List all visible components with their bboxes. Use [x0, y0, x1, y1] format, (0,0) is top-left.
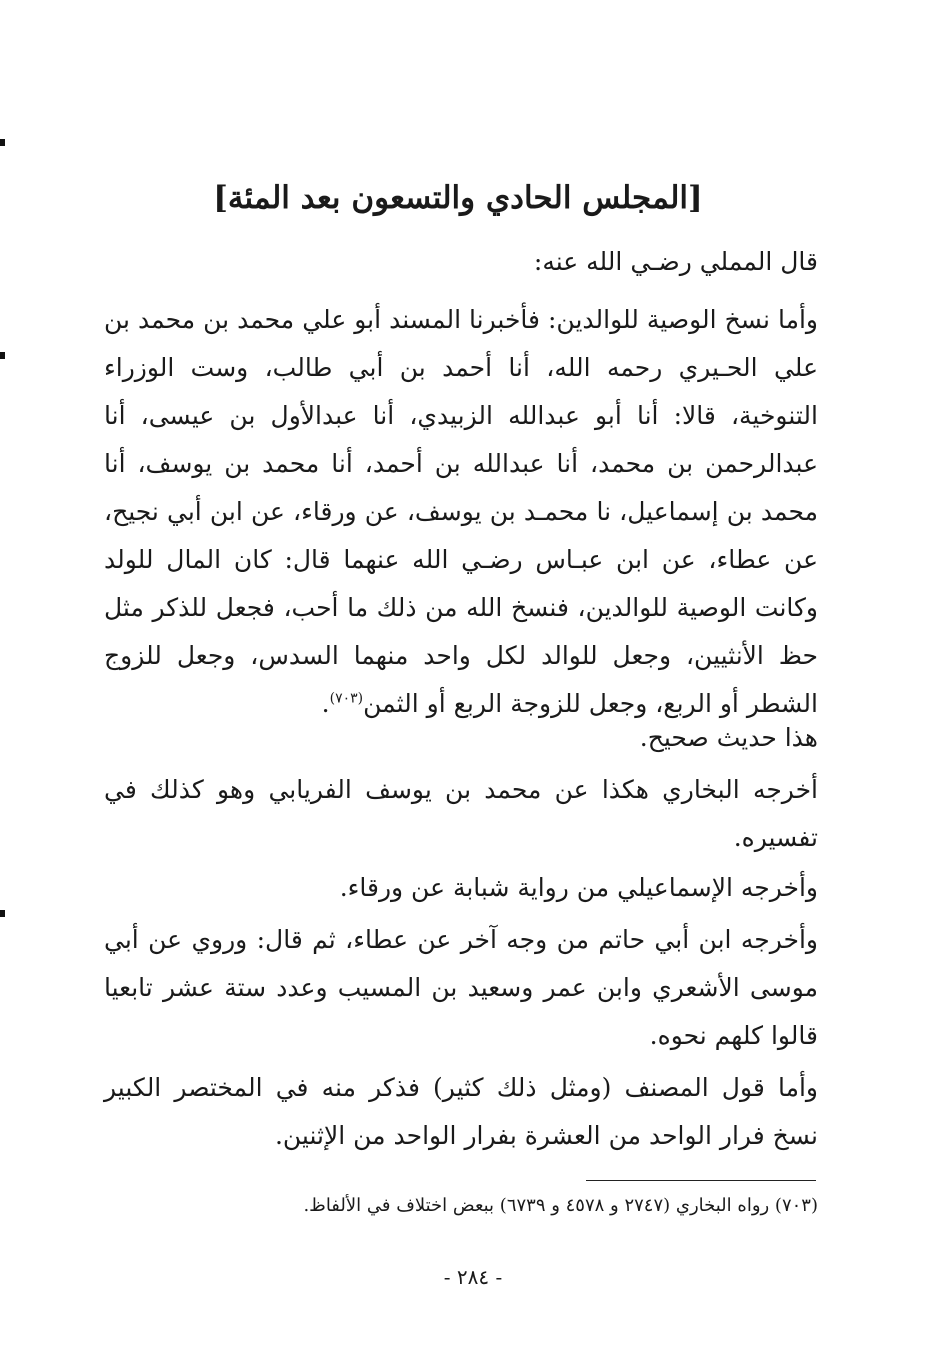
paragraph-grading: هذا حديث صحيح. [639, 723, 818, 752]
scan-edge-mark [0, 352, 5, 359]
paragraph-musannif: وأما قول المصنف (ومثل ذلك كثير) فذكر منه في المختصر الكبير نسخ فرار الواحد من العشرة بفرار الواحد من الإثنين. [104, 1073, 818, 1150]
paragraph-intro: قال المملي رضـي الله عنه: [533, 247, 818, 276]
paragraph-hadith-text: وأما نسخ الوصية للوالدين: فأخبرنا المسند أبو علي محمد بن محمد بن علي الحـيري رحمه الله، أنا أحمد بن أبي طالب، وست الوزراء التنوخية، قالا: أنا أبو عبدالله الزبيدي، أنا عبدالأول بن عيسى، أنا عبدالرحمن بن محمد، أنا عبدالله بن أحمد، أنا محمد بن يوسف، أنا محمد بن إسماعيل، نا محمـد بن يوسف، عن ورقاء، عن ابن أبي نجيح، عن عطاء، عن ابن عبـاس رضـي الله عنهما قال: كان المال للولد وكانت الوصية للوالدين، فنسخ الله من ذلك ما أحب، فجعل للذكر مثل حظ الأنثيين، وجعل للوالد لكل واحد منهما السدس، وجعل للزوج الشطر أو الربع، وجعل للزوجة الربع أو الثمن [104, 305, 818, 718]
page-number: - ٢٨٤ - [443, 1265, 503, 1289]
paragraph-ibn-abi-hatim: وأخرجه ابن أبي حاتم من وجه آخر عن عطاء، ثم قال: وروي عن أبي موسى الأشعري وابن عمر وسعيد بن المسيب وعدد ستة عشر تابعيا قالوا كلهم نحوه. [104, 925, 818, 1050]
footnote-divider [586, 1180, 816, 1181]
chapter-title: [المجلس الحادي والتسعون بعد المئة] [213, 180, 703, 216]
footnote: (٧٠٣) رواه البخاري (٢٧٤٧ و ٤٥٧٨ و ٦٧٣٩) ببعض اختلاف في الألفاظ. [303, 1195, 818, 1216]
paragraph-hadith [104, 296, 818, 728]
scan-edge-mark [0, 139, 5, 146]
paragraph-hadith-end: . [321, 689, 330, 718]
scan-edge-mark [0, 910, 5, 917]
paragraph-bukhari: أخرجه البخاري هكذا عن محمد بن يوسف الفريابي وهو كذلك في تفسيره. [104, 775, 818, 852]
footnote-reference: (٧٠٣) [329, 690, 364, 707]
paragraph-ismaili: وأخرجه الإسماعيلي من رواية شبابة عن ورقاء. [339, 873, 818, 902]
